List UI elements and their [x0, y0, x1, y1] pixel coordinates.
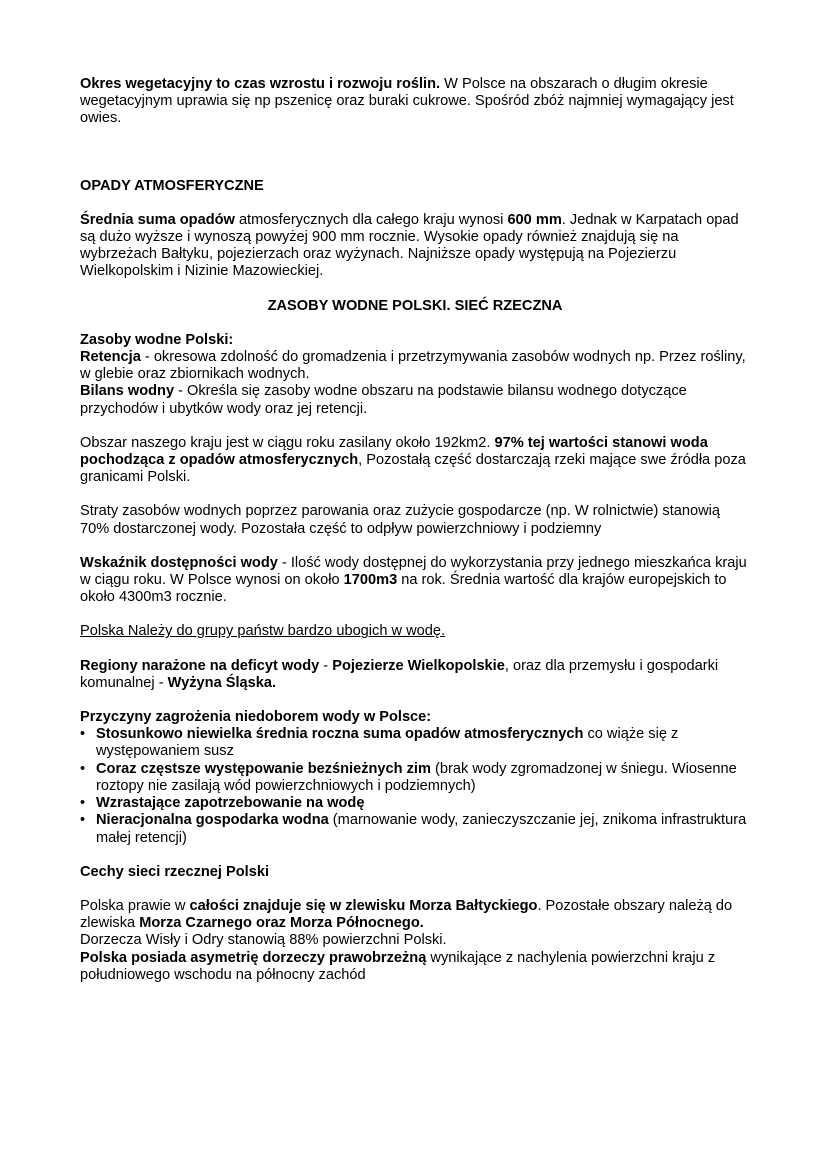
- item-text: (marnowanie wody, zanieczyszczanie jej, znikoma infrastruktura małej retencji): [96, 812, 747, 846]
- regiony-bold3: Wyżyna Śląska.: [167, 674, 277, 691]
- cechy-p1-text2: . Pozostałe obszary należą do zlewiska: [80, 897, 733, 932]
- zasoby-subheading-text: Zasoby wodne Polski:: [80, 331, 234, 348]
- wskaznik-paragraph: [80, 555, 750, 607]
- regiony-paragraph: [80, 658, 750, 692]
- przyczyny-heading: [80, 709, 750, 726]
- cechy-paragraph-2: Dorzecza Wisły i Odry stanowią 88% powierzchni Polski.: [80, 932, 447, 949]
- list-item: [80, 795, 750, 812]
- wskaznik-bold: Wskaźnik dostępności wody: [80, 554, 278, 571]
- obszar-text2: , Pozostałą część dostarczają rzeki mające swe źródła poza granicami Polski.: [80, 452, 746, 486]
- wskaznik-bold2: 1700m3: [343, 572, 398, 589]
- przyczyny-list: [80, 726, 750, 846]
- list-item: [80, 761, 750, 795]
- opady-paragraph: [80, 212, 750, 281]
- item-bold: Coraz częstsze występowanie bezśnieżnych zim: [96, 760, 431, 777]
- przyczyny-heading-text: Przyczyny zagrożenia niedoborem wody w Polsce:: [80, 709, 432, 726]
- cechy-heading: [80, 864, 750, 881]
- regiony-text1: -: [319, 657, 333, 674]
- retencja-text: - okresowa zdolność do gromadzenia i przetrzymywania zasobów wodnych np. Przez rośliny, w glebie oraz zbiornikach wodnych.: [80, 349, 746, 383]
- item-bold: Wzrastające zapotrzebowanie na wodę: [96, 795, 365, 812]
- item-bold: Nieracjonalna gospodarka wodna: [96, 812, 329, 829]
- regiony-bold2: Pojezierze Wielkopolskie: [332, 657, 505, 674]
- regiony-text2: , oraz dla przemysłu i gospodarki komunalnej -: [80, 657, 719, 691]
- vegetation-paragraph: [80, 76, 750, 128]
- bilans-paragraph: [80, 383, 750, 417]
- opady-text1: atmosferycznych dla całego kraju wynosi: [234, 211, 508, 228]
- bilans-text: - Określa się zasoby wodne obszaru na podstawie bilansu wodnego dotyczące przychodów i ubytków wody oraz jej retencji.: [80, 383, 687, 417]
- cechy-p1-bold1: całości znajduje się w zlewisku Morza Bałtyckiego: [189, 897, 538, 914]
- wskaznik-text1: - Ilość wody dostępnej do wykorzystania przy jednego mieszkańca kraju w ciągu roku. W Polsce wynosi on około: [80, 554, 747, 589]
- cechy-paragraph-3: [80, 950, 750, 984]
- list-item: [80, 726, 750, 760]
- regiony-bold1: Regiony narażone na deficyt wody: [80, 657, 320, 674]
- retencja-bold: Retencja: [80, 349, 141, 366]
- cechy-p1-bold2: Morza Czarnego oraz Morza Północnego.: [139, 915, 424, 932]
- opady-heading: [80, 178, 750, 195]
- zasoby-title: [80, 298, 750, 315]
- opady-bold1: Średnia suma opadów: [80, 211, 235, 228]
- obszar-text1: Obszar naszego kraju jest w ciągu roku zasilany około 192km2.: [80, 434, 495, 451]
- opady-bold2: 600 mm: [507, 211, 562, 228]
- bilans-bold: Bilans wodny: [80, 383, 175, 400]
- obszar-paragraph: [80, 435, 750, 487]
- zasoby-title-text: ZASOBY WODNE POLSKI. SIEĆ RZECZNA: [267, 297, 563, 314]
- cechy-p3-text: wynikające z nachylenia powierzchni kraju z południowego wschodu na północny zachód: [80, 949, 716, 983]
- cechy-p3-bold: Polska posiada asymetrię dorzeczy prawobrzeżną: [80, 949, 427, 966]
- opady-text2: . Jednak w Karpatach opad są dużo wyższe i wynoszą powyżej 900 mm rocznie. Wysokie opady również znajdują się na wybrzeżach Bałtyku, pojezierzach oraz wyżynach. Najniższe opady występują na Pojezierzu Wielkopolskim i Nizinie Mazowieckiej.: [80, 211, 739, 280]
- zasoby-subheading: [80, 332, 750, 349]
- obszar-bold: 97% tej wartości stanowi woda pochodząca z opadów atmosferycznych: [80, 434, 708, 469]
- item-text: (brak wody zgromadzonej w śniegu. Wiosenne roztopy nie zasilają wód powierzchniowych i podziemnych): [96, 760, 737, 794]
- opady-heading-text: OPADY ATMOSFERYCZNE: [80, 177, 264, 194]
- vegetation-bold: Okres wegetacyjny to czas wzrostu i rozwoju roślin.: [80, 76, 441, 92]
- item-text: co wiąże się z występowaniem susz: [96, 726, 679, 760]
- cechy-p1-text1: Polska prawie w: [80, 897, 190, 914]
- cechy-heading-text: Cechy sieci rzecznej Polski: [80, 863, 270, 880]
- underlined-statement: Polska Należy do grupy państw bardzo ubogich w wodę.: [80, 623, 446, 640]
- straty-paragraph: Straty zasobów wodnych poprzez parowania oraz zużycie gospodarcze (np. W rolnictwie) stanowią 70% dostarczonej wody. Pozostała część to odpływ powierzchniowy i podziemny: [80, 503, 720, 537]
- vegetation-text: W Polsce na obszarach o długim okresie wegetacyjnym uprawia się np pszenicę oraz buraki cukrowe. Spośród zbóż najmniej wymagający jest owies.: [80, 76, 734, 127]
- wskaznik-text2: na rok. Średnia wartość dla krajów europejskich to około 4300m3 rocznie.: [80, 572, 727, 606]
- cechy-paragraph-1: [80, 898, 750, 932]
- item-bold: Stosunkowo niewielka średnia roczna suma opadów atmosferycznych: [96, 726, 584, 743]
- list-item: [80, 812, 750, 846]
- retencja-paragraph: [80, 349, 750, 383]
